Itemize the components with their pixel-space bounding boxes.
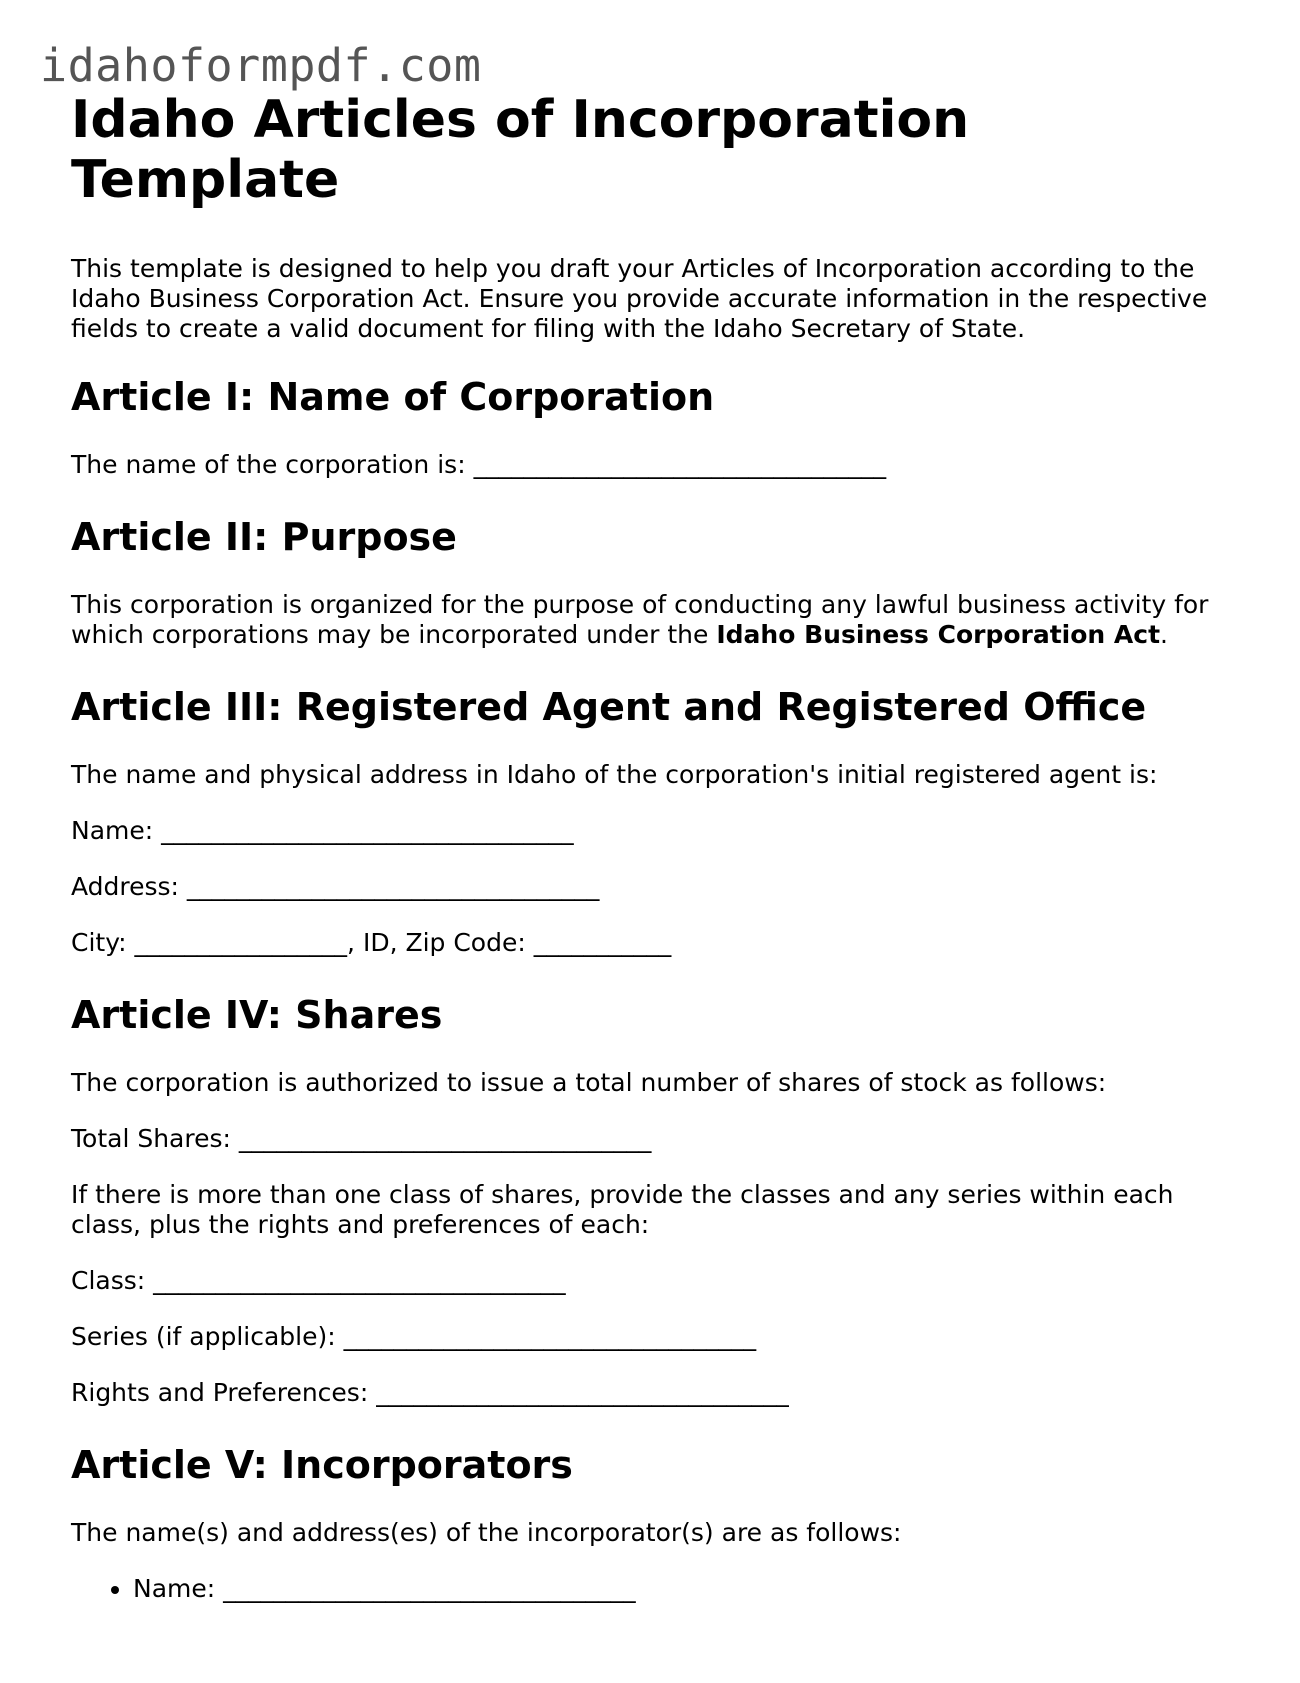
shares-text: The corporation is authorized to issue a total number of shares of stock as follows: (71, 1068, 1107, 1097)
article-3-section (71, 684, 1251, 958)
article-3-heading: Article III: Registered Agent and Registered Office (71, 685, 1147, 729)
purpose-text-end: . (1160, 620, 1168, 649)
article-4-heading: Article IV: Shares (71, 993, 443, 1037)
article-1-section (71, 374, 1251, 480)
incorporators-list (71, 1574, 1251, 1604)
agent-city-zip-field: City: _________________, ID, Zip Code: ___________ (71, 928, 672, 957)
agent-name-field: Name: _________________________________ (71, 816, 574, 845)
document-body (71, 90, 1251, 1604)
intro-paragraph: This template is designed to help you draft your Articles of Incorporation according to the Idaho Business Corporation Act. Ensure you provide accurate information in the respective fields to create a valid document for filing with the Idaho Secretary of State. (71, 254, 1208, 343)
purpose-act-name: Idaho Business Corporation Act (716, 620, 1161, 649)
agent-address-field: Address: _________________________________ (71, 872, 600, 901)
document-title: Idaho Articles of Incorporation Template (71, 90, 970, 210)
rights-preferences-field: Rights and Preferences: _________________________________ (71, 1378, 789, 1407)
purpose-paragraph (71, 590, 1251, 650)
registered-agent-text: The name and physical address in Idaho of the corporation's initial registered agent is: (71, 760, 1158, 789)
share-series-field: Series (if applicable): _________________________________ (71, 1322, 757, 1351)
share-classes-text: If there is more than one class of shares, provide the classes and any series within each class, plus the rights and preferences of each: (71, 1180, 1174, 1239)
purpose-text: This corporation is organized for the purpose of conducting any lawful business activity for which corporations may be incorporated under the (71, 590, 1209, 649)
article-5-heading: Article V: Incorporators (71, 1443, 573, 1487)
article-1-heading: Article I: Name of Corporation (71, 375, 715, 419)
watermark: idahoformpdf.com (40, 39, 482, 92)
corporation-name-field: The name of the corporation is: _________________________________ (71, 450, 887, 479)
incorporators-text: The name(s) and address(es) of the incorporator(s) are as follows: (71, 1518, 902, 1547)
incorporator-name-field: • Name: _________________________________ (133, 1574, 1251, 1604)
article-2-section (71, 514, 1251, 650)
article-4-section (71, 992, 1251, 1408)
article-5-section (71, 1442, 1251, 1604)
total-shares-field: Total Shares: _________________________________ (71, 1124, 652, 1153)
share-class-field: Class: _________________________________ (71, 1266, 566, 1295)
article-2-heading: Article II: Purpose (71, 515, 457, 559)
